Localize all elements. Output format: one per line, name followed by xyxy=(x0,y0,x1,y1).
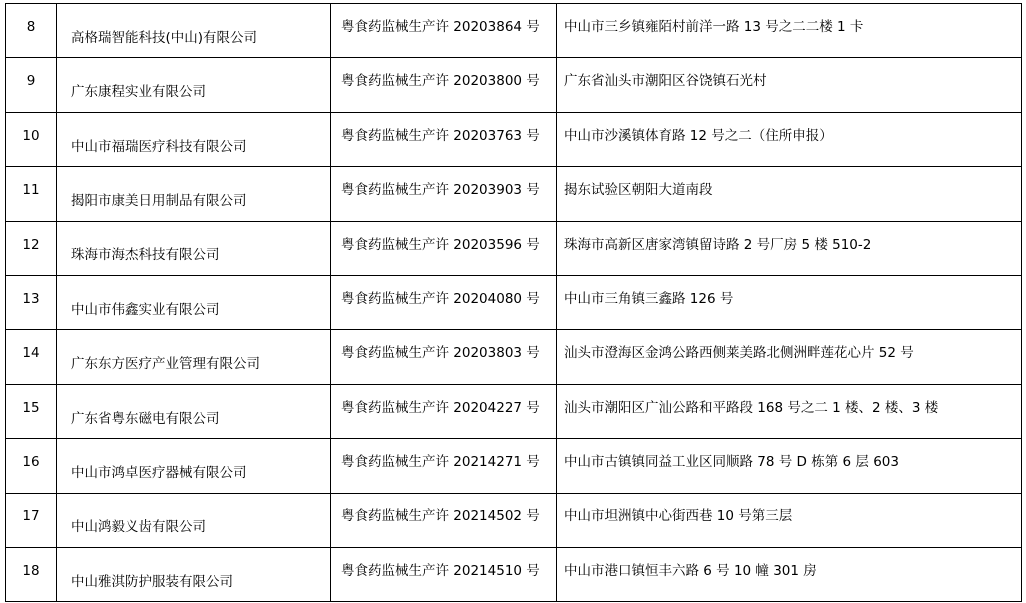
address-cell xyxy=(557,4,1022,58)
license-cell xyxy=(331,330,557,384)
license-number: 粤食药监械生产许 20214510 号 xyxy=(341,562,540,579)
table-row xyxy=(6,547,1022,601)
company-name: 揭阳市康美日用制品有限公司 xyxy=(71,193,247,210)
license-number: 粤食药监械生产许 20203596 号 xyxy=(341,236,540,253)
address-cell xyxy=(557,275,1022,329)
license-number: 粤食药监械生产许 20203803 号 xyxy=(341,345,540,362)
address: 广东省汕头市潮阳区谷饶镇石光村 xyxy=(564,73,767,90)
row-number-cell xyxy=(6,275,57,329)
row-number: 17 xyxy=(22,508,40,525)
row-number-cell xyxy=(6,58,57,112)
license-number: 粤食药监械生产许 20203903 号 xyxy=(341,182,540,199)
license-number: 粤食药监械生产许 20204080 号 xyxy=(341,290,540,307)
row-number: 8 xyxy=(26,18,36,35)
row-number: 11 xyxy=(22,182,40,199)
company-name: 中山鸿毅义齿有限公司 xyxy=(71,519,206,536)
license-cell xyxy=(331,275,557,329)
address-cell xyxy=(557,330,1022,384)
table-row xyxy=(6,439,1022,493)
address: 中山市沙溪镇体育路 12 号之二（住所申报） xyxy=(564,127,833,144)
address: 揭东试验区朝阳大道南段 xyxy=(564,182,713,199)
address: 汕头市澄海区金鸿公路西侧莱美路北侧洲畔莲花心片 52 号 xyxy=(564,345,914,362)
company-cell xyxy=(57,384,331,438)
address: 汕头市潮阳区广汕公路和平路段 168 号之二 1 楼、2 楼、3 楼 xyxy=(564,399,939,416)
table-row xyxy=(6,384,1022,438)
address-cell xyxy=(557,439,1022,493)
company-name: 珠海市海杰科技有限公司 xyxy=(71,247,220,264)
license-number: 粤食药监械生产许 20203864 号 xyxy=(341,18,540,35)
row-number-cell xyxy=(6,384,57,438)
license-cell xyxy=(331,58,557,112)
company-cell xyxy=(57,167,331,221)
row-number: 13 xyxy=(22,290,40,307)
address: 中山市三乡镇雍陌村前洋一路 13 号之二二楼 1 卡 xyxy=(564,18,864,35)
license-number: 粤食药监械生产许 20203763 号 xyxy=(341,127,540,144)
company-name: 广东省粤东磁电有限公司 xyxy=(71,410,220,427)
address: 中山市古镇镇同益工业区同顺路 78 号 D 栋第 6 层 603 xyxy=(564,454,899,471)
company-cell xyxy=(57,275,331,329)
row-number-cell xyxy=(6,439,57,493)
company-cell xyxy=(57,58,331,112)
row-number-cell xyxy=(6,167,57,221)
company-cell xyxy=(57,4,331,58)
company-name: 中山市伟鑫实业有限公司 xyxy=(71,301,220,318)
license-cell xyxy=(331,439,557,493)
address-cell xyxy=(557,221,1022,275)
address: 中山市港口镇恒丰六路 6 号 10 幢 301 房 xyxy=(564,562,817,579)
row-number-cell xyxy=(6,493,57,547)
row-number-cell xyxy=(6,221,57,275)
company-cell xyxy=(57,439,331,493)
table-row xyxy=(6,4,1022,58)
company-name: 中山市鸿卓医疗器械有限公司 xyxy=(71,465,247,482)
row-number-cell xyxy=(6,112,57,166)
license-cell xyxy=(331,221,557,275)
table-row xyxy=(6,167,1022,221)
row-number: 14 xyxy=(22,345,40,362)
company-name: 广东东方医疗产业管理有限公司 xyxy=(71,356,260,373)
address: 珠海市高新区唐家湾镇留诗路 2 号厂房 5 楼 510-2 xyxy=(564,236,872,253)
row-number-cell xyxy=(6,330,57,384)
address-cell xyxy=(557,493,1022,547)
row-number: 15 xyxy=(22,399,40,416)
row-number: 10 xyxy=(22,127,40,144)
address-cell xyxy=(557,384,1022,438)
address-cell xyxy=(557,58,1022,112)
table-row xyxy=(6,221,1022,275)
table-row xyxy=(6,58,1022,112)
license-number: 粤食药监械生产许 20214502 号 xyxy=(341,508,540,525)
company-cell xyxy=(57,112,331,166)
table-row xyxy=(6,493,1022,547)
company-name: 中山雅淇防护服装有限公司 xyxy=(71,573,233,590)
table-row xyxy=(6,112,1022,166)
company-cell xyxy=(57,547,331,601)
license-table xyxy=(5,3,1022,602)
row-number: 12 xyxy=(22,236,40,253)
company-cell xyxy=(57,493,331,547)
license-cell xyxy=(331,112,557,166)
row-number: 16 xyxy=(22,454,40,471)
license-number: 粤食药监械生产许 20204227 号 xyxy=(341,399,540,416)
license-cell xyxy=(331,493,557,547)
company-name: 高格瑞智能科技(中山)有限公司 xyxy=(71,29,258,46)
license-number: 粤食药监械生产许 20214271 号 xyxy=(341,454,540,471)
company-name: 广东康程实业有限公司 xyxy=(71,84,206,101)
address: 中山市坦洲镇中心街西巷 10 号第三层 xyxy=(564,508,793,525)
company-cell xyxy=(57,221,331,275)
license-cell xyxy=(331,4,557,58)
license-table-body xyxy=(6,4,1022,602)
row-number-cell xyxy=(6,547,57,601)
address: 中山市三角镇三鑫路 126 号 xyxy=(564,290,734,307)
row-number: 18 xyxy=(22,562,40,579)
license-cell xyxy=(331,384,557,438)
table-row xyxy=(6,330,1022,384)
row-number-cell xyxy=(6,4,57,58)
address-cell xyxy=(557,547,1022,601)
row-number: 9 xyxy=(26,73,36,90)
table-row xyxy=(6,275,1022,329)
company-name: 中山市福瑞医疗科技有限公司 xyxy=(71,138,247,155)
address-cell xyxy=(557,167,1022,221)
license-cell xyxy=(331,167,557,221)
company-cell xyxy=(57,330,331,384)
license-cell xyxy=(331,547,557,601)
license-number: 粤食药监械生产许 20203800 号 xyxy=(341,73,540,90)
address-cell xyxy=(557,112,1022,166)
